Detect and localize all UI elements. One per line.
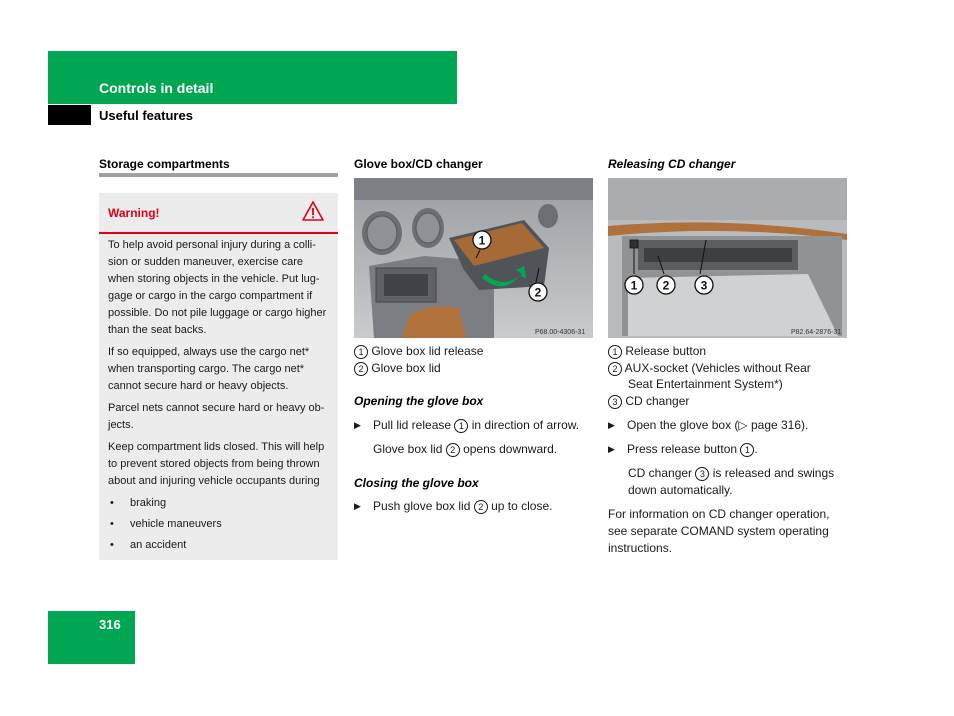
opening-step: ▶ Pull lid release 1 in direction of arrow. (354, 418, 580, 432)
warning-para-1: To help avoid personal injury during a colli- sion or sudden maneuver, exercise care when storing objects in the vehicle. Put lug- gage or cargo in the cargo compartment if possible. Do not pile luggage or cargo higher than the seat backs. (108, 239, 327, 336)
closing-step: ▶ Push glove box lid 2 up to close. (354, 499, 553, 513)
header-tab-marker (48, 105, 91, 125)
warning-divider (99, 232, 338, 234)
cd-changer-photo (608, 178, 847, 338)
storage-heading: Storage compartments (99, 157, 230, 171)
heading-rule (99, 173, 338, 177)
step-arrow-icon: ▶ (608, 444, 615, 454)
legend-item: 3 CD changer (608, 393, 689, 410)
photo-code: P82.64-2876-31 (791, 329, 842, 336)
warning-para-3: Parcel nets cannot secure hard or heavy ob- jects. (108, 402, 325, 431)
step-arrow-icon: ▶ (608, 420, 615, 430)
photo-callout-1: 1 (478, 233, 486, 248)
list-item: • braking (110, 497, 167, 509)
photo-code: P68.00-4306-31 (535, 329, 586, 336)
opening-heading: Opening the glove box (354, 394, 484, 408)
legend-item: 1 Release button (608, 343, 706, 360)
section-subtitle: Useful features (99, 108, 193, 123)
cd-info: For information on CD changer operation, see separate COMAND system operating instructions. (608, 507, 830, 555)
page-ref-link[interactable]: ▷ page 316 (738, 418, 802, 432)
cd-step-2: ▶ Press release button 1 . (608, 442, 758, 456)
cd-step-1: ▶ Open the glove box (▷ page 316). (608, 418, 809, 432)
cd-changer-heading: Releasing CD changer (608, 157, 736, 171)
list-item: • an accident (110, 539, 187, 551)
legend-item: 1 Glove box lid release (354, 343, 483, 360)
page-number-box (48, 611, 135, 664)
legend-item: 2 AUX-socket (Vehicles without Rear (608, 360, 811, 377)
photo-callout-2: 2 (534, 285, 542, 300)
photo-callout-3: 3 (700, 278, 708, 293)
warning-title: Warning! (108, 206, 160, 220)
photo-callout-1: 1 (630, 278, 638, 293)
legend-item-cont: Seat Entertainment System*) (628, 377, 783, 391)
chapter-title: Controls in detail (99, 80, 214, 96)
glovebox-heading: Glove box/CD changer (354, 157, 483, 171)
cd-result: CD changer 3 is released and swings down automatically. (628, 466, 835, 497)
warning-para-4: Keep compartment lids closed. This will help to prevent stored objects from being thrown about and injuring vehicle occupants during (108, 441, 325, 487)
opening-result: Glove box lid 2 opens downward. (373, 442, 558, 456)
page-number: 316 (99, 617, 121, 632)
warning-para-2: If so equipped, always use the cargo net* when transporting cargo. The cargo net* cannot secure hard or heavy objects. (108, 346, 310, 392)
header-band (48, 51, 457, 104)
warning-triangle-icon (302, 200, 324, 222)
glovebox-photo (354, 178, 593, 338)
legend-item: 2 Glove box lid (354, 360, 441, 377)
step-arrow-icon: ▶ (354, 420, 361, 430)
photo-callout-2: 2 (662, 278, 670, 293)
list-item: • vehicle maneuvers (110, 518, 222, 530)
closing-heading: Closing the glove box (354, 476, 479, 490)
step-arrow-icon: ▶ (354, 501, 361, 511)
